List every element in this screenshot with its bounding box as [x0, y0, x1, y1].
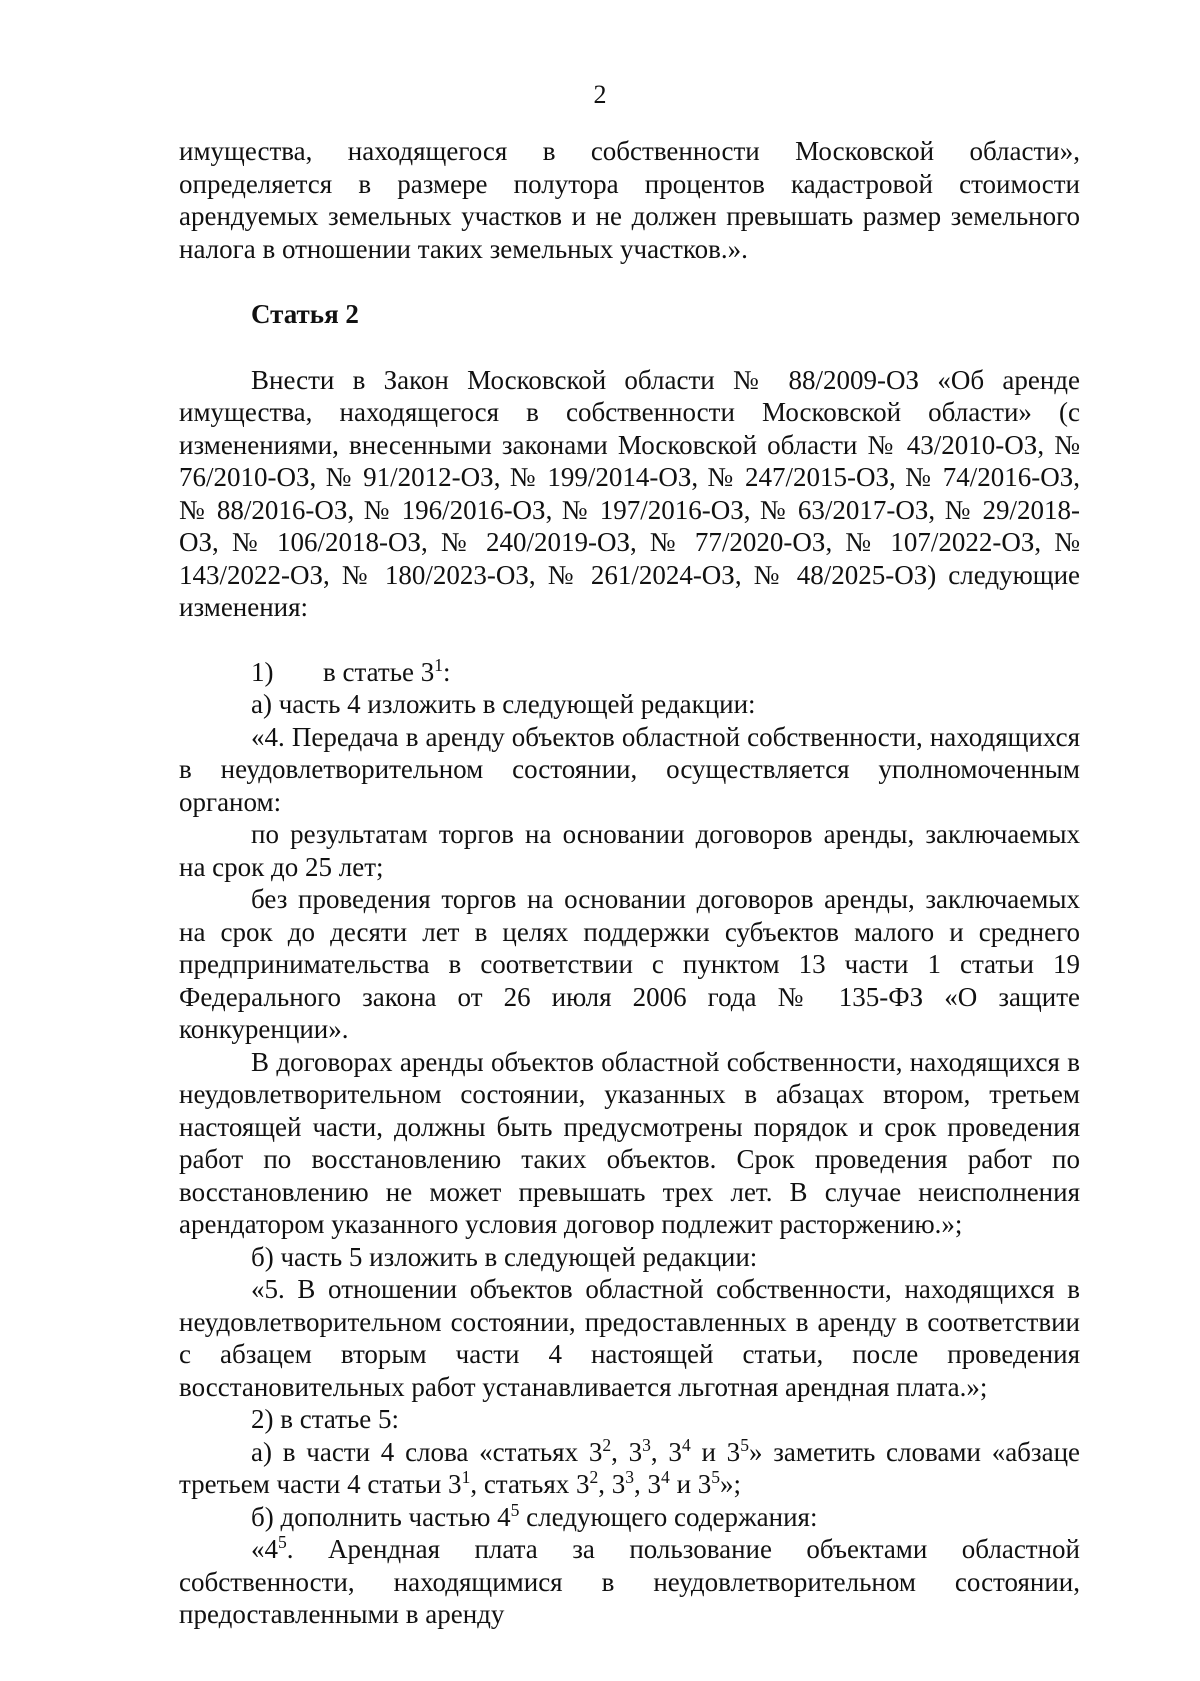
item-1-number: 1)	[251, 656, 274, 687]
superscript: 5	[711, 1467, 721, 1487]
superscript: 3	[642, 1434, 651, 1455]
text-run: » заметить словами «абзаце третьем части 4 статьи 3	[179, 1436, 1080, 1499]
contracts-paragraph: В договорах аренды объектов областной собственности, находящихся в неудовлетворительном состоянии, указанных в абзацах втором, третьем настоящей части, должны быть предусмотрены порядок и срок проведения работ по восстановлению таких объектов. Срок проведения работ по восстановлению не может превышать трех лет. В случае неисполнения арендатором указанного условия договор подлежит расторжению.»;	[179, 1046, 1080, 1239]
superscript: 2	[589, 1467, 599, 1487]
text-run: следующего содержания:	[519, 1501, 818, 1532]
tenders-paragraph: по результатам торгов на основании договоров аренды, заключаемых на срок до 25 лет;	[179, 819, 1080, 882]
item-2-subitem-a-paragraph	[179, 1436, 1080, 1501]
text-run: , 3	[611, 1436, 643, 1467]
superscript: 5	[278, 1532, 287, 1552]
text-run: , статьях 3	[470, 1469, 590, 1499]
text-run: , 3	[634, 1469, 662, 1499]
subitem-b-paragraph: б) часть 5 изложить в следующей редакции:	[251, 1241, 758, 1272]
text-run: , 3	[598, 1469, 626, 1499]
paragraph-gap	[179, 624, 1080, 656]
quoted-part-4-paragraph: «4. Передача в аренду объектов областной собственности, находящихся в неудовлетворительном состоянии, осуществляется уполномоченным органом:	[179, 721, 1080, 817]
quoted-part-5-paragraph: «5. В отношении объектов областной собственности, находящихся в неудовлетворительном состоянии, предоставленных в аренду в соответствии с абзацем вторым части 4 настоящей статьи, после проведения восстановительных работ устанавливается льготная арендная плата.»;	[179, 1274, 1080, 1402]
document-body	[179, 135, 1080, 1631]
text-run: а) в части 4 слова «статьях 3	[251, 1436, 603, 1467]
superscript: 4	[661, 1467, 670, 1487]
intro-paragraph: имущества, находящегося в собственности Московской области», определяется в размере полутора процентов кадастровой стоимости арендуемых земельных участков и не должен превышать размер земельного налога в отношении таких земельных участков.».	[179, 136, 1080, 264]
superscript: 2	[602, 1434, 612, 1455]
without-tenders-paragraph: без проведения торгов на основании договоров аренды, заключаемых на срок до десяти лет в целях поддержки субъектов малого и среднего предпринимательства в соответствии с пунктом 13 части 1 статьи 19 Федерального закона от 26 июля 2006 года № 135-ФЗ «О защите конкуренции».	[179, 884, 1080, 1044]
item-2-subitem-b-paragraph	[179, 1501, 1080, 1534]
quoted-part-4-5-paragraph	[179, 1533, 1080, 1631]
text-run: и 3	[669, 1469, 712, 1499]
text-run: б) дополнить частью 4	[251, 1501, 511, 1532]
article-title: Статья 2	[251, 299, 359, 329]
text-run: «4	[251, 1534, 278, 1564]
superscript: 5	[740, 1434, 749, 1455]
superscript: 5	[510, 1499, 520, 1520]
superscript: 4	[681, 1434, 691, 1455]
item-1-text: в статье 3	[323, 656, 435, 687]
superscript: 3	[625, 1467, 635, 1487]
text-run: и 3	[690, 1436, 741, 1467]
superscript: 1	[461, 1467, 471, 1487]
article-intro-paragraph: Внести в Закон Московской области № 88/2009-ОЗ «Об аренде имущества, находящегося в собственности Московской области» (с изменениями, внесенными законами Московской области № 43/2010-ОЗ, № 76/2010-ОЗ, № 91/2012-ОЗ, № 199/2014-ОЗ, № 247/2015-ОЗ, № 74/2016-ОЗ, № 88/2016-ОЗ, № 196/2016-ОЗ, № 197/2016-ОЗ, № 63/2017-ОЗ, № 29/2018-ОЗ, № 106/2018-ОЗ, № 240/2019-ОЗ, № 77/2020-ОЗ, № 107/2022-ОЗ, № 143/2022-ОЗ, № 180/2023-ОЗ, № 261/2024-ОЗ, № 48/2025-ОЗ) следующие изменения:	[179, 364, 1080, 622]
text-run: »;	[720, 1469, 742, 1499]
item-1-colon: :	[443, 656, 451, 687]
item-1-paragraph	[179, 656, 1080, 689]
text-run: . Арендная плата за пользование объектами областной собственности, находящимися в неудовлетворительном состоянии, предоставленными в аренду	[179, 1534, 1080, 1629]
text-run: , 3	[650, 1436, 682, 1467]
subitem-a-paragraph: а) часть 4 изложить в следующей редакции:	[251, 689, 756, 719]
superscript: 1	[434, 654, 444, 675]
item-2-paragraph: 2) в статье 5:	[251, 1404, 399, 1434]
page-number: 2	[593, 80, 607, 109]
